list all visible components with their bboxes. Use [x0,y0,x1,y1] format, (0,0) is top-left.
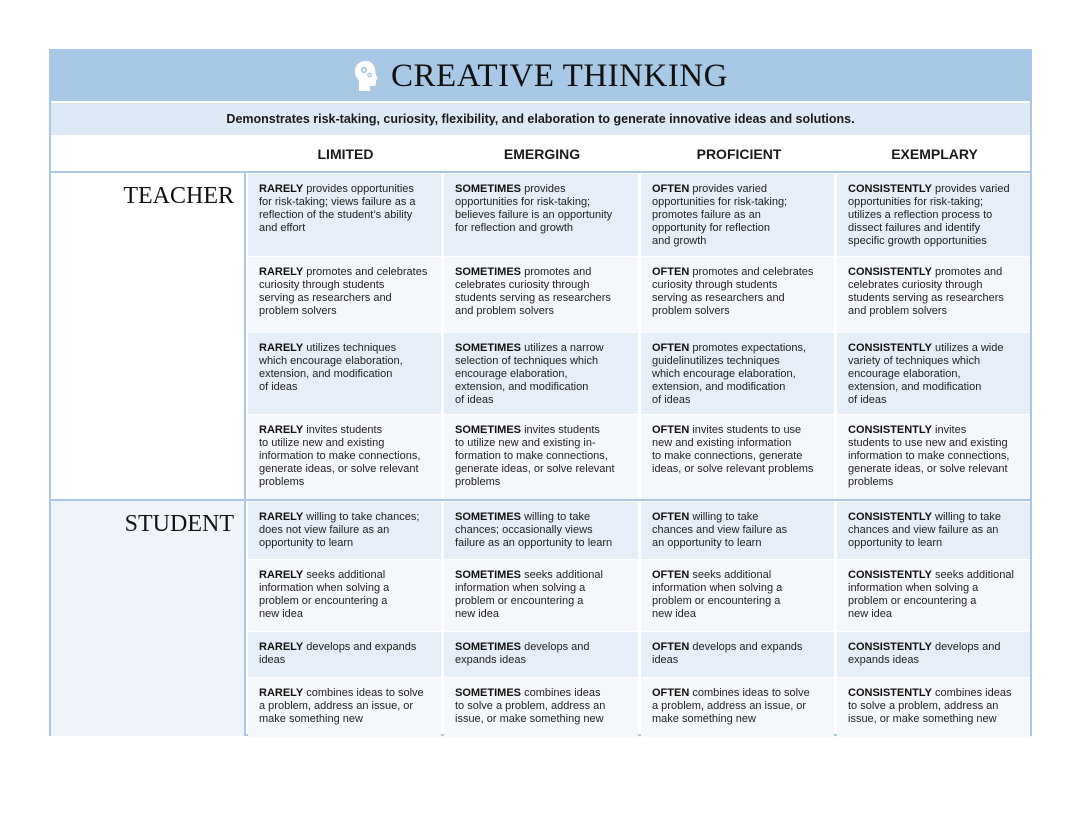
descriptor-text: seeks additional information when solving a problem or encountering a new idea [652,569,783,620]
rubric-cell-emerging [444,502,638,559]
frequency-keyword: SOMETIMES [455,424,522,436]
rubric-cell-limited [248,560,441,631]
head-with-gears-icon [353,59,379,93]
descriptor-text: invites students to utilize new and existing in- formation to make connections, generate ideas, or solve relevant problems [455,424,615,488]
rubric-cell-proficient [641,678,834,737]
descriptor-text: provides varied opportunities for risk-taking; utilizes a reflection process to dissect failures and identify specific growth opportunities [848,183,1010,247]
frequency-keyword: RARELY [259,342,304,354]
role-column [51,173,246,499]
descriptor-text: willing to take chances; occasionally views failure as an opportunity to learn [455,511,613,549]
frequency-keyword: OFTEN [652,641,690,653]
role-label-teacher: TEACHER [123,183,234,209]
descriptor-text: promotes and celebrates curiosity through students serving as researchers and problem solvers [259,266,428,317]
rubric-cell-exemplary [837,678,1030,737]
frequency-keyword: OFTEN [652,511,690,523]
descriptor-text: develops and expands ideas [848,641,1001,666]
descriptor-text: seeks additional information when solving a problem or encountering a new idea [455,569,603,620]
descriptor-text: utilizes a narrow selection of techniques which encourage elaboration, extension, and modification of ideas [455,342,604,406]
descriptor-text: invites students to utilize new and existing information to make connections, generate ideas, or solve relevant problems [259,424,421,488]
column-header-limited: LIMITED [317,146,374,162]
rubric-cell-exemplary [837,502,1030,559]
frequency-keyword: CONSISTENTLY [848,183,932,195]
frequency-keyword: SOMETIMES [455,511,522,523]
descriptor-text: provides opportunities for risk-taking; views failure as a reflection of the student’s ability and effort [259,183,416,234]
rubric-cell-limited [248,502,441,559]
role-label-student: STUDENT [124,511,234,537]
frequency-keyword: OFTEN [652,569,690,581]
descriptor-text: combines ideas to solve a problem, address an issue, or make something new [259,687,424,725]
frequency-keyword: SOMETIMES [455,687,522,699]
rubric-cell-exemplary [837,415,1030,500]
descriptor-text: utilizes a wide variety of techniques which encourage elaboration, extension, and modification of ideas [848,342,1004,406]
rubric-cell-limited [248,333,441,414]
frequency-keyword: RARELY [259,266,304,278]
rubric-cell-limited [248,415,441,500]
descriptor-text: develops and expands ideas [652,641,803,666]
frequency-keyword: SOMETIMES [455,641,522,653]
rubric-cell-emerging [444,257,638,332]
rubric-cell-limited [248,257,441,332]
frequency-keyword: SOMETIMES [455,569,522,581]
rubric-cell-proficient [641,257,834,332]
rubric-cell-emerging [444,333,638,414]
rubric-cell-emerging [444,560,638,631]
rubric-cell-limited [248,174,441,256]
descriptor-text: develops and expands ideas [455,641,590,666]
rubric-cell-proficient [641,415,834,500]
page-title: CREATIVE THINKING [391,57,728,94]
frequency-keyword: OFTEN [652,687,690,699]
frequency-keyword: CONSISTENTLY [848,687,932,699]
rubric-cell-limited [248,678,441,737]
rubric-sheet [49,49,1032,736]
descriptor-text: utilizes techniques which encourage elaboration, extension, and modification of ideas [259,342,403,393]
column-header-row [51,137,1030,173]
descriptor-text: provides opportunities for risk-taking; believes failure is an opportunity for reflection and growth [455,183,613,234]
descriptor-text: combines ideas to solve a problem, address an issue, or make something new [455,687,606,725]
title-bar [51,51,1030,101]
frequency-keyword: CONSISTENTLY [848,569,932,581]
frequency-keyword: RARELY [259,183,304,195]
rubric-cell-exemplary [837,632,1030,677]
descriptor-text: promotes and celebrates curiosity through students serving as researchers and problem solvers [652,266,814,317]
rubric-cell-emerging [444,415,638,500]
descriptor-text: combines ideas to solve a problem, address an issue, or make something new [652,687,810,725]
student-section [51,499,1030,736]
descriptor-text: seeks additional information when solving a problem or encountering a new idea [259,569,390,620]
frequency-keyword: SOMETIMES [455,266,522,278]
descriptor-text: develops and expands ideas [259,641,417,666]
descriptor-text: promotes and celebrates curiosity through students serving as researchers and problem solvers [455,266,611,317]
frequency-keyword: RARELY [259,641,304,653]
column-header-emerging: EMERGING [503,146,581,162]
frequency-keyword: SOMETIMES [455,342,522,354]
frequency-keyword: CONSISTENTLY [848,342,932,354]
rubric-cell-proficient [641,502,834,559]
frequency-keyword: CONSISTENTLY [848,266,932,278]
frequency-keyword: OFTEN [652,424,690,436]
rubric-cell-exemplary [837,560,1030,631]
rubric-cell-exemplary [837,257,1030,332]
rubric-cell-proficient [641,333,834,414]
frequency-keyword: CONSISTENTLY [848,424,932,436]
page-subtitle: Demonstrates risk-taking, curiosity, flexibility, and elaboration to generate innovative ideas and solutions. [51,103,1030,135]
frequency-keyword: RARELY [259,511,304,523]
descriptor-text: invites students to use new and existing information to make connections, generate ideas, or solve relevant problems [652,424,814,475]
frequency-keyword: OFTEN [652,342,690,354]
frequency-keyword: RARELY [259,569,304,581]
rubric-cell-emerging [444,632,638,677]
descriptor-text: provides varied opportunities for risk-taking; promotes failure as an opportunity for reflection and growth [652,183,788,247]
frequency-keyword: SOMETIMES [455,183,522,195]
descriptor-text: seeks additional information when solving a problem or encountering a new idea [848,569,1014,620]
frequency-keyword: RARELY [259,687,304,699]
rubric-cell-proficient [641,560,834,631]
rubric-cell-emerging [444,678,638,737]
descriptor-text: willing to take chances; does not view failure as an opportunity to learn [259,511,420,549]
column-header-proficient: PROFICIENT [696,146,782,162]
frequency-keyword: RARELY [259,424,304,436]
descriptor-text: invites students to use new and existing information to make connections, generate ideas, or solve relevant problems [848,424,1010,488]
rubric-cell-exemplary [837,174,1030,256]
descriptor-text: willing to take chances and view failure as an opportunity to learn [848,511,1002,549]
role-column [51,501,246,736]
rubric-cell-exemplary [837,333,1030,414]
frequency-keyword: CONSISTENTLY [848,641,932,653]
descriptor-text: promotes expectations, guidelinutilizes techniques which encourage elaboration, extension, and modification of ideas [652,342,807,406]
descriptor-text: combines ideas to solve a problem, address an issue, or make something new [848,687,1012,725]
descriptor-text: willing to take chances and view failure as an opportunity to learn [652,511,788,549]
rubric-cell-proficient [641,632,834,677]
frequency-keyword: OFTEN [652,183,690,195]
descriptor-text: promotes and celebrates curiosity through students serving as researchers and problem solvers [848,266,1004,317]
rubric-cell-proficient [641,174,834,256]
column-header-exemplary: EXEMPLARY [891,146,978,162]
frequency-keyword: CONSISTENTLY [848,511,932,523]
rubric-cell-limited [248,632,441,677]
teacher-section [51,173,1030,499]
frequency-keyword: OFTEN [652,266,690,278]
rubric-cell-emerging [444,174,638,256]
